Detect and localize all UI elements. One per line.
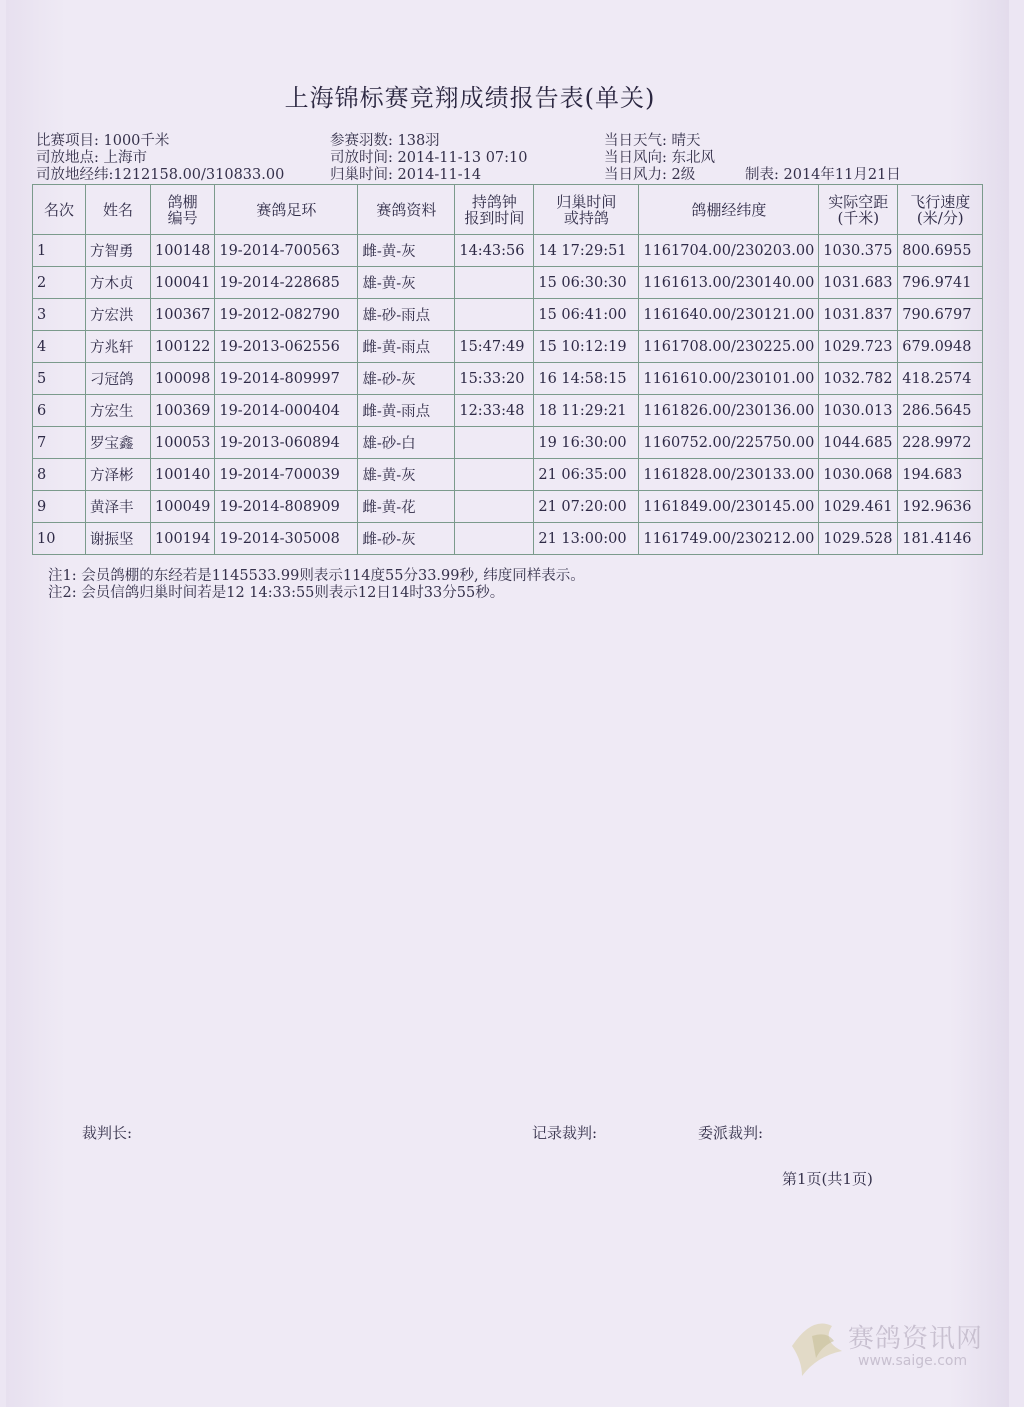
cell-arrival-time: 18 11:29:21 [534,395,639,427]
cell-distance: 1031.837 [819,299,898,331]
report-title: 上海锦标赛竞翔成绩报告表(单关) [284,84,656,112]
cell-arrival-time: 16 14:58:15 [534,363,639,395]
cell-name: 方泽彬 [86,459,151,491]
cell-loft-coords: 1161613.00/230140.00 [639,267,819,299]
cell-clock-time: 14:43:56 [455,235,534,267]
cell-loft-coords: 1161708.00/230225.00 [639,331,819,363]
cell-pigeon-info: 雌-砂-灰 [358,523,455,555]
cell-pigeon-info: 雄-黄-灰 [358,267,455,299]
results-table [32,184,983,555]
race-info-right [604,133,715,184]
cell-clock-time [455,299,534,331]
watermark-url: www.saige.com [858,1353,968,1369]
cell-distance: 1029.528 [819,523,898,555]
cell-speed: 286.5645 [898,395,983,427]
cell-loft-id: 100194 [151,523,215,555]
release-coordinates: 司放地经纬:1212158.00/310833.00 [36,167,285,183]
cell-pigeon-info: 雄-黄-灰 [358,459,455,491]
release-time: 司放时间: 2014-11-13 07:10 [330,150,528,166]
cell-loft-coords: 1160752.00/225750.00 [639,427,819,459]
recording-judge-label: 记录裁判: [532,1124,598,1142]
cell-loft-id: 100098 [151,363,215,395]
cell-arrival-time: 21 13:00:00 [534,523,639,555]
cell-loft-id: 100369 [151,395,215,427]
header-rank: 名次 [33,185,86,235]
cell-rank: 2 [33,267,86,299]
cell-distance: 1030.375 [819,235,898,267]
cell-rank: 4 [33,331,86,363]
cell-clock-time: 12:33:48 [455,395,534,427]
cell-ring: 19-2014-808909 [215,491,358,523]
cell-loft-id: 100049 [151,491,215,523]
table-row [33,395,983,427]
cell-ring: 19-2014-000404 [215,395,358,427]
race-distance: 比赛项目: 1000千米 [36,133,170,149]
cell-clock-time [455,523,534,555]
made-date: 制表: 2014年11月21日 [745,167,901,183]
cell-speed: 790.6797 [898,299,983,331]
header-arrival-time: 归巢时间 或持鸽 [534,185,639,235]
cell-clock-time: 15:33:20 [455,363,534,395]
table-row [33,299,983,331]
cell-ring: 19-2014-305008 [215,523,358,555]
weather: 当日天气: 晴天 [604,133,701,149]
header-clock-time: 持鸽钟 报到时间 [455,185,534,235]
cell-rank: 7 [33,427,86,459]
cell-rank: 10 [33,523,86,555]
cell-arrival-time: 14 17:29:51 [534,235,639,267]
cell-ring: 19-2014-700039 [215,459,358,491]
cell-loft-id: 100041 [151,267,215,299]
cell-arrival-time: 19 16:30:00 [534,427,639,459]
cell-name: 罗宝鑫 [86,427,151,459]
cell-speed: 679.0948 [898,331,983,363]
cell-loft-coords: 1161640.00/230121.00 [639,299,819,331]
cell-loft-id: 100053 [151,427,215,459]
cell-distance: 1031.683 [819,267,898,299]
cell-pigeon-info: 雌-黄-雨点 [358,331,455,363]
cell-ring: 19-2012-082790 [215,299,358,331]
cell-speed: 418.2574 [898,363,983,395]
cell-ring: 19-2014-228685 [215,267,358,299]
table-row [33,235,983,267]
wind-direction: 当日风向: 东北风 [604,150,715,166]
cell-arrival-time: 21 07:20:00 [534,491,639,523]
cell-pigeon-info: 雌-黄-雨点 [358,395,455,427]
cell-ring: 19-2013-060894 [215,427,358,459]
cell-speed: 800.6955 [898,235,983,267]
cell-rank: 5 [33,363,86,395]
cell-pigeon-info: 雄-砂-灰 [358,363,455,395]
cell-pigeon-info: 雌-黄-灰 [358,235,455,267]
cell-name: 方兆轩 [86,331,151,363]
cell-rank: 9 [33,491,86,523]
cell-loft-coords: 1161828.00/230133.00 [639,459,819,491]
cell-arrival-time: 15 10:12:19 [534,331,639,363]
table-row [33,331,983,363]
table-row [33,459,983,491]
page-number: 第1页(共1页) [782,1170,873,1188]
cell-rank: 6 [33,395,86,427]
watermark-name: 赛鸽资讯网 [848,1324,984,1354]
cell-name: 方智勇 [86,235,151,267]
cell-distance: 1029.461 [819,491,898,523]
cell-pigeon-info: 雄-砂-白 [358,427,455,459]
cell-ring: 19-2014-700563 [215,235,358,267]
cell-distance: 1030.068 [819,459,898,491]
table-row [33,491,983,523]
cell-distance: 1030.013 [819,395,898,427]
cell-clock-time [455,491,534,523]
cell-rank: 3 [33,299,86,331]
notes [48,568,585,602]
cell-clock-time: 15:47:49 [455,331,534,363]
header-ring: 赛鸽足环 [215,185,358,235]
header-speed: 飞行速度 (米/分) [898,185,983,235]
table-header-row [33,185,983,235]
cell-name: 方木贞 [86,267,151,299]
cell-loft-coords: 1161826.00/230136.00 [639,395,819,427]
race-info-left [36,133,284,184]
cell-loft-id: 100122 [151,331,215,363]
cell-name: 方宏生 [86,395,151,427]
cell-loft-coords: 1161849.00/230145.00 [639,491,819,523]
cell-loft-coords: 1161704.00/230203.00 [639,235,819,267]
cell-speed: 181.4146 [898,523,983,555]
cell-clock-time [455,459,534,491]
header-distance: 实际空距 (千米) [819,185,898,235]
wind-force: 当日风力: 2级 [604,167,696,183]
cell-speed: 194.683 [898,459,983,491]
table-row [33,427,983,459]
cell-loft-id: 100140 [151,459,215,491]
cell-name: 谢振坚 [86,523,151,555]
cell-arrival-time: 15 06:30:30 [534,267,639,299]
cell-loft-coords: 1161610.00/230101.00 [639,363,819,395]
cell-rank: 8 [33,459,86,491]
cell-ring: 19-2014-809997 [215,363,358,395]
note-1: 注1: 会员鸽棚的东经若是1145533.99则表示114度55分33.99秒, 纬度同样表示。 [48,568,585,584]
cell-arrival-time: 15 06:41:00 [534,299,639,331]
cell-name: 黄泽丰 [86,491,151,523]
cell-loft-id: 100367 [151,299,215,331]
cell-speed: 192.9636 [898,491,983,523]
header-loft-id: 鸽棚 编号 [151,185,215,235]
race-info-middle [330,133,528,184]
cell-arrival-time: 21 06:35:00 [534,459,639,491]
cell-distance: 1032.782 [819,363,898,395]
cell-loft-id: 100148 [151,235,215,267]
header-pigeon-info: 赛鸽资料 [358,185,455,235]
cell-speed: 228.9972 [898,427,983,459]
cell-pigeon-info: 雌-黄-花 [358,491,455,523]
table-row [33,523,983,555]
header-loft-coords: 鸽棚经纬度 [639,185,819,235]
release-location: 司放地点: 上海市 [36,150,147,166]
cell-ring: 19-2013-062556 [215,331,358,363]
cell-name: 刁冠鸽 [86,363,151,395]
cell-distance: 1044.685 [819,427,898,459]
cell-clock-time [455,427,534,459]
cell-speed: 796.9741 [898,267,983,299]
return-date: 归巢时间: 2014-11-14 [330,167,482,183]
entry-count: 参赛羽数: 138羽 [330,133,440,149]
table-row [33,363,983,395]
cell-name: 方宏洪 [86,299,151,331]
table-row [33,267,983,299]
cell-loft-coords: 1161749.00/230212.00 [639,523,819,555]
cell-clock-time [455,267,534,299]
cell-pigeon-info: 雄-砂-雨点 [358,299,455,331]
cell-rank: 1 [33,235,86,267]
chief-judge-label: 裁判长: [82,1124,133,1142]
note-2: 注2: 会员信鸽归巢时间若是12 14:33:55则表示12日14时33分55秒。 [48,585,505,601]
cell-distance: 1029.723 [819,331,898,363]
delegated-judge-label: 委派裁判: [698,1124,764,1142]
header-name: 姓名 [86,185,151,235]
